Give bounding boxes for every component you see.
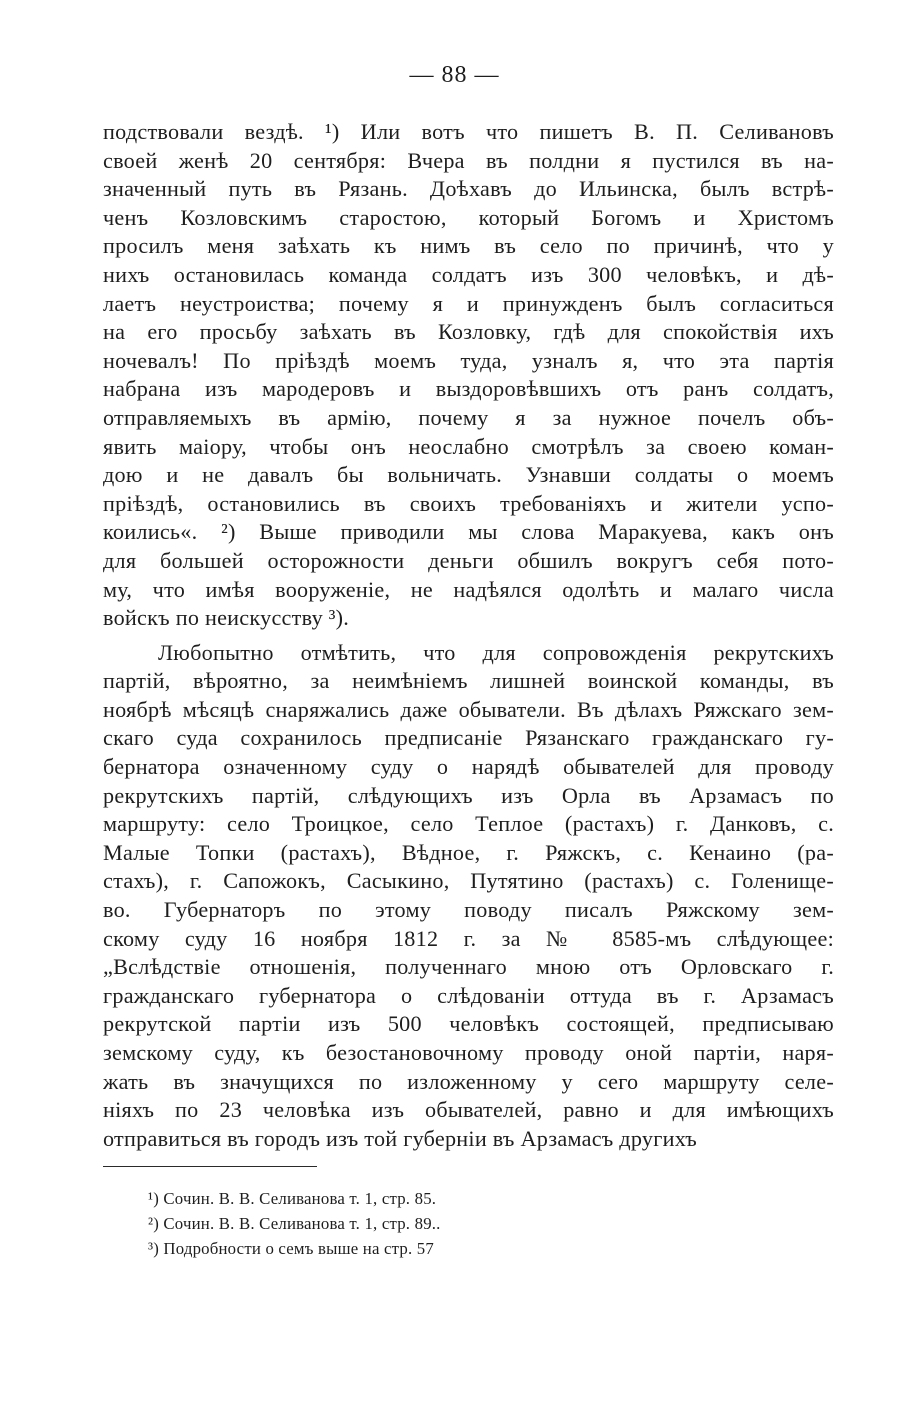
text-line: отправляемыхъ въ армію, почему я за нужное почелъ объ- — [103, 404, 834, 430]
text-line: на его просьбу заѣхать въ Козловку, гдѣ для спокойствія ихъ — [103, 319, 834, 345]
text-line: явить маіору, чтобы онъ неослабно смотрѣлъ за своею коман- — [103, 433, 834, 459]
text-line: ніяхъ по 23 человѣка изъ обывателей, равно и для имѣющихъ — [103, 1097, 834, 1123]
text-line: скаго суда сохранилось предписаніе Рязанскаго гражданскаго гу- — [103, 725, 834, 751]
text-line: ченъ Козловскимъ старостою, который Богомъ и Христомъ — [103, 204, 834, 230]
text-line: значенный путь въ Рязань. Доѣхавъ до Ильинска, былъ встрѣ- — [103, 176, 834, 202]
footnote: ³) Подробности о семъ выше на стр. 57 — [148, 1239, 434, 1258]
footnote-divider — [103, 1166, 317, 1167]
text-line: ноябрѣ мѣсяцѣ снаряжались даже обыватели. Въ дѣлахъ Ряжскаго зем- — [103, 696, 834, 722]
text-line: лаетъ неустроиства; почему я и принужденъ былъ согласиться — [103, 290, 834, 316]
footnote: ¹) Сочин. В. В. Селиванова т. 1, стр. 85. — [148, 1189, 437, 1208]
text-line: войскъ по неискусству ³). — [103, 605, 350, 631]
text-line: земскому суду, къ безостановочному проводу оной партіи, наря- — [103, 1040, 834, 1065]
text-line: набрана изъ мародеровъ и выздоровѣвшихъ отъ ранъ солдатъ, — [103, 376, 834, 402]
text-line: му, что имѣя вооруженіе, не надѣялся одолѣть и малаго числа — [103, 576, 834, 602]
text-line: стахъ), г. Сапожокъ, Сасыкино, Путятино (растахъ) с. Голенище- — [103, 868, 834, 894]
text-line: Любопытно отмѣтить, что для сопровожденія рекрутскихъ — [158, 639, 834, 665]
footnote: ²) Сочин. В. В. Селиванова т. 1, стр. 89.. — [148, 1214, 441, 1233]
text-line: скому суду 16 ноября 1812 г. за № 8585-мъ слѣдующее: — [103, 925, 834, 951]
text-line: пріѣздѣ, остановились въ своихъ требованіяхъ и жители успо- — [103, 490, 834, 516]
text-line: гражданскаго губернатора о слѣдованіи оттуда въ г. Арзамасъ — [103, 982, 834, 1008]
text-line: рекрутскихъ партій, слѣдующихъ изъ Орла въ Арзамасъ по — [103, 782, 834, 808]
text-line: жать въ значущихся по изложенному у сего маршруту селе- — [103, 1068, 834, 1094]
text-line: рекрутской партіи изъ 500 человѣкъ состоящей, предписываю — [103, 1011, 834, 1037]
text-line: бернатора означенному суду о нарядѣ обывателей для проводу — [103, 754, 834, 780]
text-line: просилъ меня заѣхать къ нимъ въ село по причинѣ, что у — [103, 233, 834, 259]
text-line: во. Губернаторъ по этому поводу писалъ Ряжскому зем- — [103, 897, 834, 923]
text-line: маршруту: село Троицкое, село Теплое (растахъ) г. Данковъ, с. — [103, 811, 834, 837]
text-line: отправиться въ городъ изъ той губерніи въ Арзамасъ другихъ — [103, 1125, 697, 1151]
text-line: подствовали вездѣ. ¹) Или вотъ что пишетъ В. П. Селивановъ — [103, 119, 834, 144]
text-line: нихъ остановилась команда солдатъ изъ 300 человѣкъ, и дѣ- — [103, 261, 834, 287]
page-number: — 88 — — [409, 62, 500, 88]
text-line: Малые Топки (растахъ), Вѣдное, г. Ряжскъ, с. Кенаино (ра- — [103, 839, 834, 865]
text-line: коились«. ²) Выше приводили мы слова Маракуева, какъ онъ — [103, 519, 834, 545]
body-text — [103, 118, 834, 1153]
text-line: для большей осторожности деньги обшилъ вокругъ себя пото- — [103, 547, 834, 573]
text-line: своей женѣ 20 сентября: Вчера въ полдни я пустился въ на- — [103, 147, 834, 173]
text-line: ночевалъ! По пріѣздѣ моемъ туда, узналъ я, что эта партія — [103, 347, 834, 373]
footnotes — [148, 1186, 748, 1261]
text-line: „Вслѣдствіе отношенія, полученнаго мною отъ Орловскаго г. — [103, 954, 834, 980]
paragraph — [103, 118, 834, 633]
text-line: дою и не давалъ бы вольничать. Узнавши солдаты о моемъ — [103, 462, 834, 488]
text-line: партій, вѣроятно, за неимѣніемъ лишней воинской команды, въ — [103, 668, 834, 694]
paragraph — [103, 639, 834, 1154]
